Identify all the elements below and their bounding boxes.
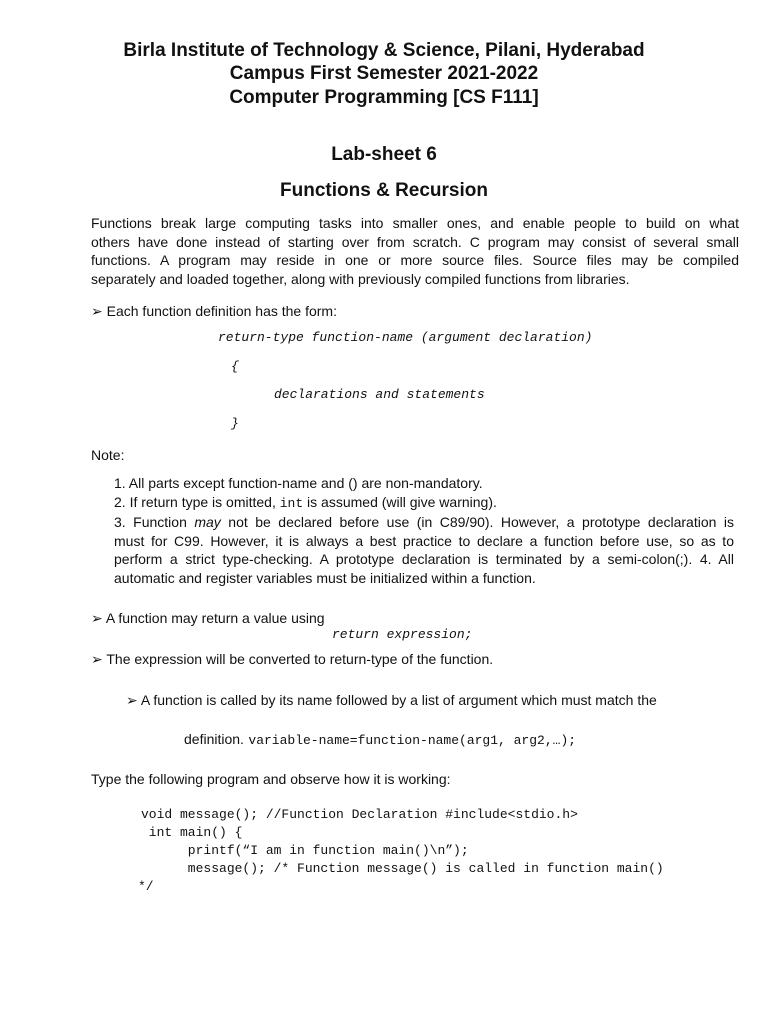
note-3-text-end: not be declared before use (in C89/90). However, a prototype declaration is [220, 514, 734, 530]
note-3-emphasis: may [194, 514, 221, 530]
intro-line: functions. A program may reside in one or more source files. Source files may be compiled [91, 252, 739, 268]
note-1: 1. All parts except function-name and () are non-mandatory. [114, 475, 483, 491]
note-label: Note: [91, 447, 125, 463]
form-code-body: declarations and statements [274, 387, 485, 402]
note-3-line4: automatic and register variables must be initialized within a function. [114, 569, 536, 586]
return-bullet [91, 609, 325, 627]
form-bullet [91, 302, 337, 320]
header-semester: Campus First Semester 2021-2022 [229, 63, 539, 84]
code-line: int main() { [141, 825, 243, 840]
intro-paragraph [91, 214, 739, 288]
header-institute: Birla Institute of Technology & Science, Pilani, Hyderabad [123, 40, 645, 61]
note-3-text: 3. Function [114, 514, 195, 530]
header-course: Computer Programming [CS F111] [229, 87, 539, 108]
form-code-close-brace: } [231, 416, 239, 431]
called-bullet-text: A function is called by its name followed by a list of argument which must match the [140, 692, 657, 708]
intro-line: separately and loaded together, along with previously compiled functions from libraries. [91, 270, 630, 287]
code-line: printf(“I am in function main()\n”); [141, 843, 469, 858]
form-code-signature: return-type function-name (argument declaration) [218, 330, 593, 345]
code-line: */ [138, 879, 154, 894]
note-3-line3: perform a strict type-checking. A prototype declaration is terminated by a semi-colon(;). 4. All [114, 551, 734, 567]
arrow-icon: ➢ [126, 692, 138, 708]
arrow-icon: ➢ [91, 303, 103, 319]
lab-title: Lab-sheet 6 [331, 144, 437, 165]
converted-bullet-text: The expression will be converted to return-type of the function. [106, 651, 494, 667]
definition-code: variable-name=function-name(arg1, arg2,…); [248, 733, 577, 748]
form-code-open-brace: { [231, 359, 239, 374]
note-2-text-end: is assumed (will give warning). [303, 493, 497, 510]
note-2-text: 2. If return type is omitted, [114, 493, 280, 510]
code-line: message(); /* Function message() is called in function main() [141, 861, 664, 876]
intro-line: others have done instead of starting over from scratch. C program may consist of several small [91, 233, 739, 250]
return-code: return expression; [332, 627, 473, 642]
notes-list [114, 474, 734, 587]
type-program-instruction: Type the following program and observe how it is working: [91, 771, 451, 787]
called-bullet [126, 691, 657, 709]
converted-bullet [91, 650, 493, 668]
definition-label: definition. [184, 731, 244, 747]
return-bullet-text: A function may return a value using [105, 610, 325, 626]
note-3-line1 [114, 513, 734, 532]
note-2 [114, 493, 734, 514]
form-bullet-text: Each function definition has the form: [106, 303, 337, 319]
arrow-icon: ➢ [91, 610, 103, 626]
subtitle: Functions & Recursion [280, 180, 488, 201]
definition-line [184, 730, 576, 749]
program-code [138, 806, 664, 896]
intro-line: Functions break large computing tasks into smaller ones, and enable people to build on what [91, 215, 739, 231]
code-line: void message(); //Function Declaration #include<stdio.h> [141, 807, 578, 822]
arrow-icon: ➢ [91, 651, 103, 667]
note-2-code: int [279, 495, 304, 511]
note-3-line2: must for C99. However, it is always a best practice to declare a function before use, so as to [114, 532, 734, 549]
